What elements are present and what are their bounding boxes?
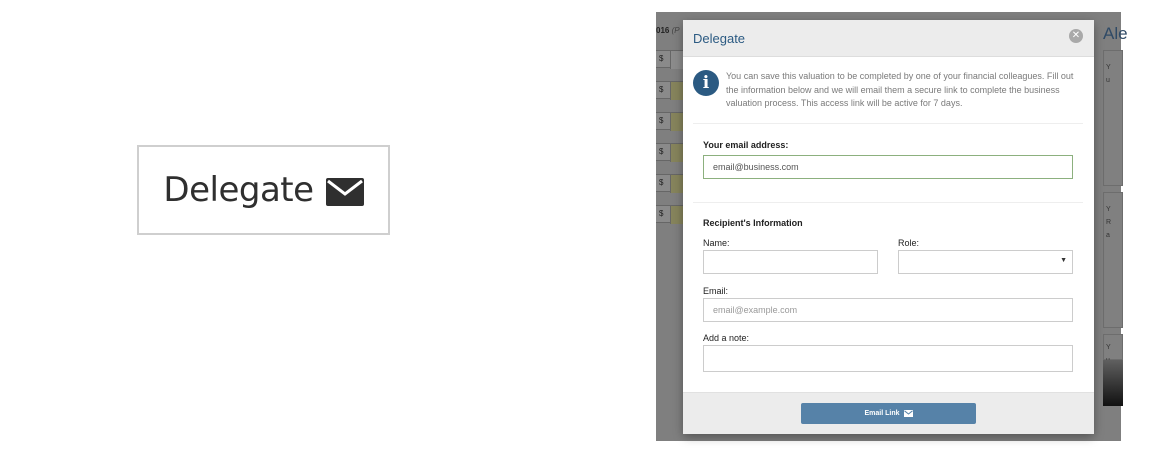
table-row: $ — [656, 143, 684, 161]
email-link-button[interactable] — [801, 403, 976, 424]
envelope-icon — [904, 410, 913, 417]
chevron-down-icon: ▼ — [1060, 257, 1067, 264]
note-label: Add a note: — [703, 333, 750, 343]
your-email-label: Your email address: — [703, 140, 789, 150]
alert-card: Y — [1103, 334, 1123, 360]
delegate-button-label: Delegate — [163, 170, 314, 210]
alert-card: Y R a — [1103, 192, 1123, 328]
close-icon[interactable]: ✕ — [1069, 29, 1083, 43]
recipient-heading: Recipient's Information — [703, 218, 803, 228]
delegate-button[interactable] — [137, 145, 390, 235]
role-label: Role: — [898, 238, 920, 248]
table-row: $ — [656, 112, 684, 130]
table-row: $ — [656, 205, 684, 223]
dark-panel — [1103, 360, 1123, 406]
alert-card: Y u — [1103, 50, 1123, 186]
email-label: Email: — [703, 286, 729, 296]
role-select[interactable] — [898, 250, 1073, 274]
name-field[interactable] — [703, 250, 878, 274]
year-fragment: 016 (P — [656, 26, 680, 35]
name-label: Name: — [703, 238, 730, 248]
table-row: $ — [656, 81, 684, 99]
delegate-modal — [683, 20, 1094, 434]
alerts-title: Ale — [1103, 24, 1128, 43]
divider — [693, 123, 1083, 124]
recipient-email-field[interactable] — [703, 298, 1073, 322]
email-link-label: Email Link — [864, 410, 900, 417]
table-row: $ — [656, 50, 684, 68]
your-email-field[interactable] — [703, 155, 1073, 179]
modal-footer — [683, 392, 1094, 434]
info-icon: i — [693, 70, 719, 96]
divider — [693, 202, 1083, 203]
envelope-icon — [326, 178, 364, 206]
modal-title: Delegate — [693, 31, 746, 46]
modal-header — [683, 20, 1094, 57]
table-row: $ — [656, 174, 684, 192]
note-field[interactable] — [703, 345, 1073, 372]
info-text: You can save this valuation to be completed by one of your financial colleagues. Fill out the information below and we will email them a secure link to complete the business valuation process. This access link will be active for 7 days. — [726, 71, 1074, 108]
